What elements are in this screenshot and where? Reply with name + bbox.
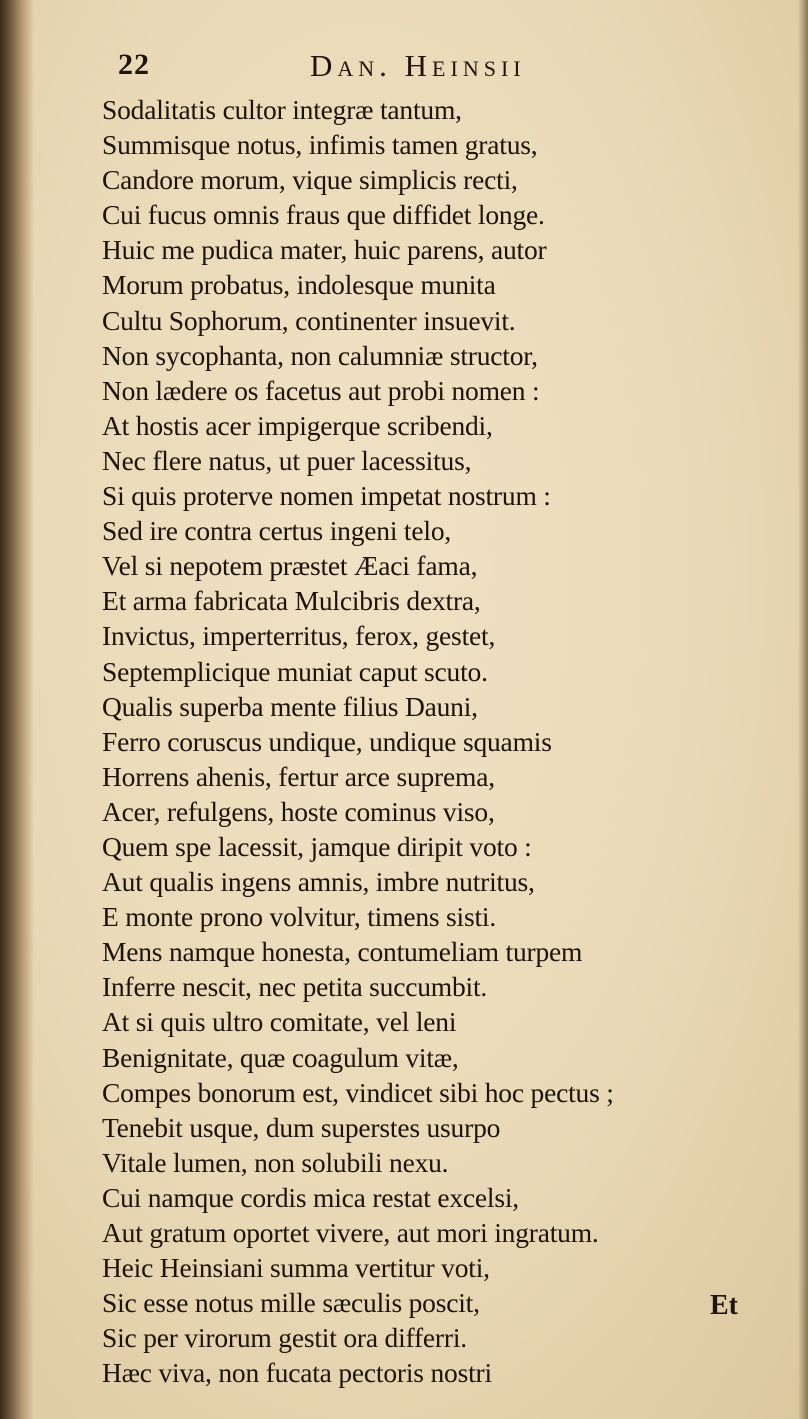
verse-line: Heic Heinsiani summa vertitur voti, <box>102 1252 490 1284</box>
verse-line: Horrens ahenis, fertur arce suprema, <box>102 760 495 792</box>
page-number: 22 <box>118 48 150 81</box>
verse-line: Aut gratum oportet vivere, aut mori ingratum. <box>102 1217 599 1248</box>
verse-line: Huic me pudica mater, huic parens, autor <box>102 234 547 266</box>
verse-line: Acer, refulgens, hoste cominus viso, <box>102 795 495 827</box>
catchword: Et <box>710 1290 738 1321</box>
verse-line: Et arma fabricata Mulcibris dextra, <box>102 585 481 617</box>
running-head: Dan. Heinsii <box>310 48 526 83</box>
verse-line: Cultu Sophorum, continenter insuevit. <box>102 304 516 336</box>
poem-text <box>102 92 712 1390</box>
verse-line: At si quis ultro comitate, vel leni <box>102 1006 457 1038</box>
verse-line: Sodalitatis cultor integræ tantum, <box>102 94 462 125</box>
verse-line: Qualis superba mente filius Dauni, <box>102 690 478 722</box>
verse-line: E monte prono volvitur, timens sisti. <box>102 901 497 933</box>
verse-line: Sic per virorum gestit ora differri. <box>102 1322 467 1354</box>
verse-line: Sed ire contra certus ingeni telo, <box>102 515 452 547</box>
verse-line: Tenebit usque, dum superstes usurpo <box>102 1111 501 1143</box>
verse-line: Mens namque honesta, contumeliam turpem <box>102 936 583 968</box>
verse-line: Vitale lumen, non solubili nexu. <box>102 1146 449 1178</box>
verse-line: Summisque notus, infimis tamen gratus, <box>102 129 538 161</box>
binding-gutter <box>0 0 34 1419</box>
verse-line: Non lædere os facetus aut probi nomen : <box>102 374 540 406</box>
verse-line: Cui namque cordis mica restat excelsi, <box>102 1181 519 1213</box>
verse-line: At hostis acer impigerque scribendi, <box>102 409 493 441</box>
verse-line: Sic esse notus mille sæculis poscit, <box>102 1287 480 1319</box>
verse-line: Quem spe lacessit, jamque diripit voto : <box>102 830 532 862</box>
verse-line: Aut qualis ingens amnis, imbre nutritus, <box>102 866 535 898</box>
verse-line: Morum probatus, indolesque munita <box>102 269 496 301</box>
verse-line: Vel si nepotem præstet Æaci fama, <box>102 550 478 582</box>
verse-line: Non sycophanta, non calumniæ structor, <box>102 339 538 371</box>
verse-line: Ferro coruscus undique, undique squamis <box>102 725 552 757</box>
verse-line: Invictus, imperterritus, ferox, gestet, <box>102 620 496 652</box>
verse-line: Hæc viva, non fucata pectoris nostri <box>102 1357 492 1389</box>
verse-line: Candore morum, vique simplicis recti, <box>102 164 518 196</box>
verse-line: Inferre nescit, nec petita succumbit. <box>102 971 488 1003</box>
page-edge-shadow <box>798 0 808 1419</box>
verse-line: Nec flere natus, ut puer lacessitus, <box>102 444 472 476</box>
verse-line: Compes bonorum est, vindicet sibi hoc pectus ; <box>102 1076 614 1108</box>
verse-line: Septemplicique muniat caput scuto. <box>102 655 488 687</box>
verse-line: Benignitate, quæ coagulum vitæ, <box>102 1041 459 1073</box>
verse-line: Cui fucus omnis fraus que diffidet longe. <box>102 199 545 231</box>
page-header <box>118 48 588 88</box>
verse-line: Si quis proterve nomen impetat nostrum : <box>102 480 551 512</box>
